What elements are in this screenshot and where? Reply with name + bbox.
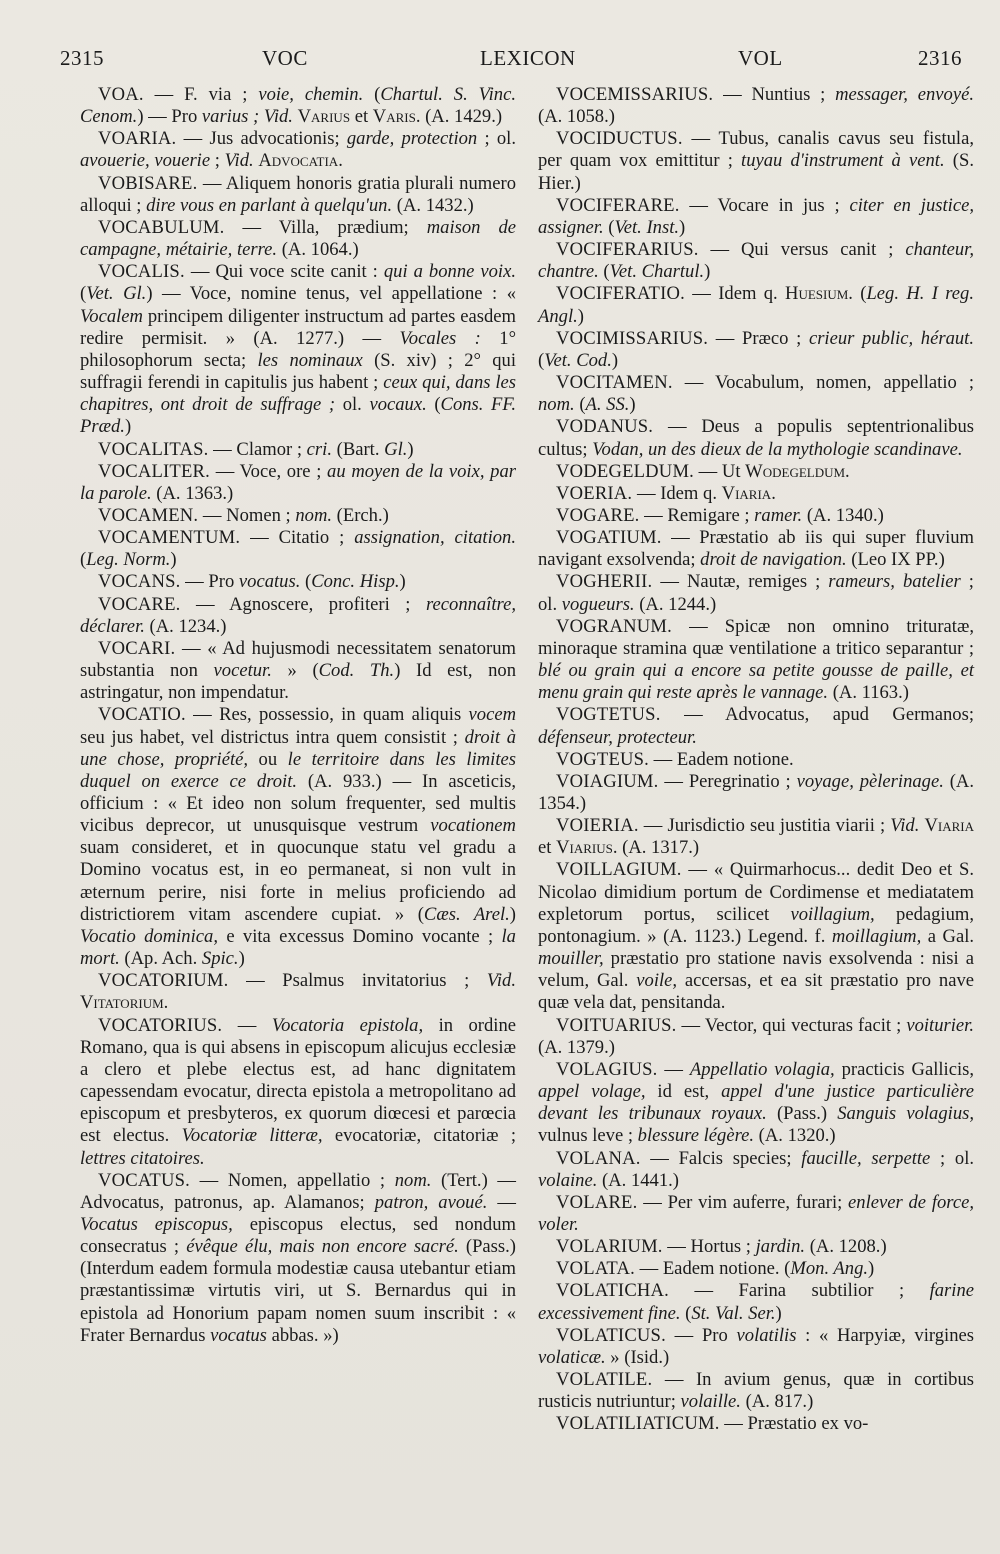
- dictionary-entry: [538, 771, 974, 815]
- entry-headword: VOBISARE.: [98, 172, 198, 194]
- dictionary-entry: [80, 461, 516, 505]
- dictionary-entry: [538, 1192, 974, 1236]
- dictionary-entry: [538, 283, 974, 327]
- entry-definition: — Præstatio ex vo-: [719, 1413, 869, 1435]
- entry-definition: — Psalmus invitatorius ; Vid. Vitatorium.: [80, 970, 516, 1014]
- dictionary-entry: [538, 527, 974, 571]
- entry-definition: — Villa, prædium; maison de campagne, métairie, terre. (A. 1064.): [80, 216, 517, 261]
- page-number-right: 2316: [918, 46, 962, 70]
- entry-definition: — Advocatus, apud Germanos; défenseur, protecteur.: [538, 704, 974, 748]
- entry-definition: — Eadem notione. (Mon. Ang.): [634, 1258, 875, 1280]
- entry-headword: VOGRANUM.: [556, 615, 672, 637]
- dictionary-entry: [538, 815, 974, 859]
- entry-headword: VOCATIO.: [98, 704, 186, 726]
- dictionary-entry: [538, 1236, 974, 1258]
- entry-definition: — Præco ; crieur public, héraut. (Vet. Cod.): [538, 327, 974, 371]
- entry-definition: — Pro vocatus. (Conc. Hisp.): [180, 571, 406, 593]
- entry-definition: — Peregrinatio ; voyage, pèlerinage. (A. 1354.): [538, 770, 974, 814]
- entry-definition: — Nuntius ; messager, envoyé. (A. 1058.): [538, 84, 974, 128]
- entry-definition: — Idem q. Viaria.: [632, 482, 776, 504]
- dictionary-entry: [538, 749, 974, 771]
- entry-definition: — Aliquem honoris gratia plurali numero alloqui ; dire vous en parlant à quelqu'un. (A. 1432.): [80, 172, 516, 216]
- dictionary-entry: [538, 1059, 974, 1148]
- entry-headword: VOCARI.: [98, 637, 176, 659]
- dictionary-entry: [538, 84, 974, 128]
- entry-definition: — Vocabulum, nomen, appellatio ; nom. (A. SS.): [538, 372, 974, 416]
- entry-headword: VOARIA.: [98, 128, 177, 150]
- entry-headword: VOLARIUM.: [556, 1236, 663, 1258]
- entry-definition: — Voce, ore ; au moyen de la voix, par la parole. (A. 1363.): [80, 460, 517, 504]
- dictionary-entry: [538, 1258, 974, 1280]
- dictionary-entry: [80, 594, 516, 638]
- entry-definition: — Agnoscere, profiteri ; reconnaître, déclarer. (A. 1234.): [80, 593, 516, 637]
- column-left: [80, 84, 516, 1347]
- entry-definition: — Pro volatilis : « Harpyiæ, virgines volaticæ. » (Isid.): [538, 1324, 974, 1368]
- entry-headword: VOCATORIUM.: [98, 970, 229, 992]
- entry-definition: — Tubus, canalis cavus seu fistula, per quam vox emittitur ; tuyau d'instrument à vent. (S. Hier.): [538, 128, 974, 194]
- entry-definition: — Vector, qui vecturas facit ; voiturier. (A. 1379.): [538, 1014, 974, 1058]
- dictionary-entry: [538, 571, 974, 615]
- entry-headword: VOGARE.: [556, 504, 640, 526]
- entry-headword: VOCAMEN.: [98, 504, 199, 526]
- entry-headword: VODANUS.: [556, 416, 654, 438]
- dictionary-entry: [538, 195, 974, 239]
- entry-definition: — F. via ; voie, chemin. (Chartul. S. Vinc. Cenom.) — Pro varius ; Vid. Varius et Varis. (A. 1429.): [80, 84, 517, 128]
- dictionary-entry: [538, 128, 974, 194]
- entry-definition: — Spicæ non omnino trituratæ, minoraque stramina quæ ventilatione a tritico separantur ; blé ou grain qui a encore sa petite gousse de paille, et menu grain qui reste après le vannage. (A. 1163.): [538, 615, 974, 704]
- dictionary-entry: [538, 416, 974, 460]
- dictionary-entry: [80, 439, 516, 461]
- entry-headword: VOCIDUCTUS.: [556, 128, 683, 150]
- page-number-left: 2315: [60, 46, 104, 70]
- dictionary-entry: [538, 616, 974, 705]
- entry-definition: — Clamor ; cri. (Bart. Gl.): [208, 438, 414, 460]
- entry-headword: VOCIFERARE.: [556, 194, 680, 216]
- entry-headword: VOCIMISSARIUS.: [556, 327, 709, 349]
- entry-headword: VOLAGIUS.: [556, 1058, 658, 1080]
- entry-headword: VOCALITER.: [98, 460, 211, 482]
- entry-headword: VOIAGIUM.: [556, 770, 659, 792]
- entry-definition: — « Ad hujusmodi necessitatem senatorum substantia non vocetur. » (Cod. Th.) Id est, non astringatur, non impendatur.: [80, 637, 516, 704]
- dictionary-entry: [538, 1148, 974, 1192]
- entry-headword: VOILLAGIUM.: [556, 859, 682, 881]
- entry-definition: — Nautæ, remiges ; rameurs, batelier ; ol. vogueurs. (A. 1244.): [538, 571, 974, 615]
- entry-headword: VOITUARIUS.: [556, 1014, 677, 1036]
- column-right: [538, 84, 974, 1436]
- dictionary-entry: [538, 1413, 974, 1435]
- entry-headword: VOGHERII.: [556, 571, 653, 593]
- entry-headword: VOCATUS.: [98, 1169, 190, 1191]
- entry-headword: VOCIFERATIO.: [556, 283, 685, 305]
- entry-definition: — Res, possessio, in quam aliquis vocem seu jus habet, vel districtus intra quem consistit ; droit à une chose, propriété, ou le territoire dans les limites duquel on exerce ce droit. (A. 933.) — In asceticis, officium : « Et ideo non solum frequenter, sed multis vicibus deprecor, ut unusquisque vestrum vocationem suam consideret, et in quocunque statu vel gradu a Domino vocatus est, in eo permaneat, si non vult in æternum perire, nisi forte in melius proficiendo ad districtiorem vitam ascendere cupiat. » (Cæs. Arel.) Vocatio dominica, e vita excessus Domino vocante ; la mort. (Ap. Ach. Spic.): [80, 704, 517, 970]
- entry-definition: — Hortus ; jardin. (A. 1208.): [662, 1236, 887, 1258]
- entry-headword: VOGTETUS.: [556, 704, 661, 726]
- entry-headword: VOLATILE.: [556, 1369, 653, 1391]
- entry-headword: VOCEMISSARIUS.: [556, 84, 714, 105]
- guide-word-right: VOL: [738, 46, 783, 70]
- entry-definition: — Qui voce scite canit : qui a bonne voix. (Vet. Gl.) — Voce, nomine tenus, vel appellatione : « Vocalem principem diligenter instructum ad partes easdem redire permisit. » (A. 1277.) — Vocales : 1° philosophorum secta; les nominaux (S. xiv) ; 2° qui suffragii ferendi in capitulis jus habent ; ceux qui, dans les chapitres, ont droit de suffrage ; ol. vocaux. (Cons. FF. Præd.): [80, 261, 517, 438]
- entry-definition: — Præstatio ab iis qui super fluvium navigant exsolvenda; droit de navigation. (Leo IX PP.): [538, 527, 974, 571]
- entry-headword: VOLANA.: [556, 1147, 641, 1169]
- entry-definition: — Nomen, appellatio ; nom. (Tert.) — Advocatus, patronus, ap. Alamanos; patron, avoué. — Vocatus episcopus, episcopus electus, sed nondum consecratus ; évêque élu, mais non encore sacré. (Pass.) (Interdum eadem formula modestiæ causa utebantur etiam præstantissimæ virtutis viri, ut S. Bernardus qui in epistola ad Honorium papam nomen suum inscribit : « Frater Bernardus vocatus abbas. »): [80, 1169, 517, 1346]
- entry-headword: VODEGELDUM.: [556, 460, 695, 482]
- entry-definition: — Jus advocationis; garde, protection ; ol. avouerie, vouerie ; Vid. Advocatia.: [80, 128, 516, 172]
- section-title: LEXICON: [480, 46, 576, 70]
- entry-headword: VOCIFERARIUS.: [556, 239, 699, 261]
- dictionary-entry: [80, 527, 516, 571]
- entry-headword: VOLATA.: [556, 1258, 635, 1280]
- dictionary-entry: [80, 84, 516, 128]
- entry-definition: — Farina subtilior ; farine excessivement fine. (St. Val. Ser.): [538, 1280, 974, 1324]
- dictionary-entry: [538, 704, 974, 748]
- entry-definition: — Vocare in jus ; citer en justice, assigner. (Vet. Inst.): [538, 194, 974, 238]
- entry-definition: — Per vim auferre, furari; enlever de force, voler.: [538, 1191, 974, 1235]
- dictionary-entry: [538, 328, 974, 372]
- dictionary-entry: [538, 1369, 974, 1413]
- entry-headword: VOCAMENTUM.: [98, 527, 241, 549]
- dictionary-entry: [80, 128, 516, 172]
- entry-definition: — Qui versus canit ; chanteur, chantre. (Vet. Chartul.): [538, 239, 974, 283]
- entry-definition: — « Quirmarhocus... dedit Deo et S. Nicolao dimidium portum de Cordimense et mediatatem expletorum portus, scilicet voillagium, pedagium, pontonagium. » (A. 1123.) Legend. f. moillagium, a Gal. mouiller, præstatio pro statione navis exsolvenda : nisi a velum, Gal. voile, accersas, et ea sit præstatio pro nave quæ vela dat, pensitanda.: [538, 859, 975, 1014]
- dictionary-entry: [80, 970, 516, 1014]
- entry-headword: VOCATORIUS.: [98, 1014, 223, 1036]
- entry-headword: VOLATILIATICUM.: [556, 1413, 720, 1435]
- entry-headword: VOLATICUS.: [556, 1324, 666, 1346]
- entry-headword: VOGATIUM.: [556, 527, 662, 549]
- dictionary-entry: [538, 372, 974, 416]
- entry-headword: VOA.: [98, 84, 144, 105]
- entry-definition: — Citatio ; assignation, citation. (Leg. Norm.): [80, 527, 516, 571]
- entry-headword: VOCANS.: [98, 571, 181, 593]
- dictionary-entry: [538, 859, 974, 1014]
- dictionary-entry: [538, 1280, 974, 1324]
- entry-headword: VOCALIS.: [98, 261, 185, 283]
- entry-definition: — Jurisdictio seu justitia viarii ; Vid. Viaria et Viarius. (A. 1317.): [538, 815, 974, 859]
- entry-definition: — Falcis species; faucille, serpette ; ol. volaine. (A. 1441.): [538, 1147, 975, 1191]
- entry-definition: — Nomen ; nom. (Erch.): [198, 504, 389, 526]
- guide-word-left: VOC: [262, 46, 308, 70]
- entry-definition: — Vocatoria epistola, in ordine Romano, qua is qui absens in episcopum alicujus ecclesiæ a clero et plebe electus est, ad hanc dignitatem capessendam evocatur, directa epistola a metropolitano ad episcopum et presbyteros, ex quorum diœcesi et parœcia est electus. Vocatoriæ litteræ, evocatoriæ, citatoriæ ; lettres citatoires.: [80, 1014, 516, 1169]
- dictionary-entry: [80, 1170, 516, 1347]
- dictionary-entry: [80, 173, 516, 217]
- entry-definition: — Eadem notione.: [649, 748, 794, 770]
- entry-headword: VOIERIA.: [556, 815, 639, 837]
- entry-headword: VOCITAMEN.: [556, 372, 673, 394]
- dictionary-entry: [80, 571, 516, 593]
- dictionary-entry: [80, 638, 516, 704]
- entry-headword: VOLATICHA.: [556, 1280, 670, 1302]
- dictionary-entry: [538, 1325, 974, 1369]
- entry-headword: VOCARE.: [98, 593, 181, 615]
- dictionary-entry: [538, 1015, 974, 1059]
- entry-headword: VOLARE.: [556, 1191, 638, 1213]
- dictionary-entry: [80, 704, 516, 970]
- dictionary-entry: [80, 1015, 516, 1170]
- entry-headword: VOCABULUM.: [98, 216, 225, 238]
- entry-definition: — Ut Wodegeldum.: [694, 460, 850, 482]
- entry-definition: — Idem q. Huesium. (Leg. H. I reg. Angl.): [538, 283, 974, 327]
- dictionary-entry: [538, 239, 974, 283]
- entry-headword: VOERIA.: [556, 482, 633, 504]
- entry-headword: VOCALITAS.: [98, 438, 209, 460]
- entry-definition: — Remigare ; ramer. (A. 1340.): [639, 504, 884, 526]
- dictionary-entry: [80, 217, 516, 261]
- dictionary-entry: [80, 505, 516, 527]
- dictionary-entry: [538, 505, 974, 527]
- dictionary-entry: [538, 483, 974, 505]
- entry-headword: VOGTEUS.: [556, 748, 650, 770]
- entry-definition: — In avium genus, quæ in cortibus rusticis nutriuntur; volaille. (A. 817.): [538, 1369, 974, 1413]
- entry-definition: — Deus a populis septentrionalibus cultus; Vodan, un des dieux de la mythologie scandinave.: [538, 416, 974, 460]
- entry-definition: — Appellatio volagia, practicis Gallicis, appel volage, id est, appel d'une justice particulière devant les tribunaux royaux. (Pass.) Sanguis volagius, vulnus leve ; blessure légère. (A. 1320.): [538, 1058, 974, 1147]
- dictionary-entry: [538, 461, 974, 483]
- dictionary-entry: [80, 261, 516, 438]
